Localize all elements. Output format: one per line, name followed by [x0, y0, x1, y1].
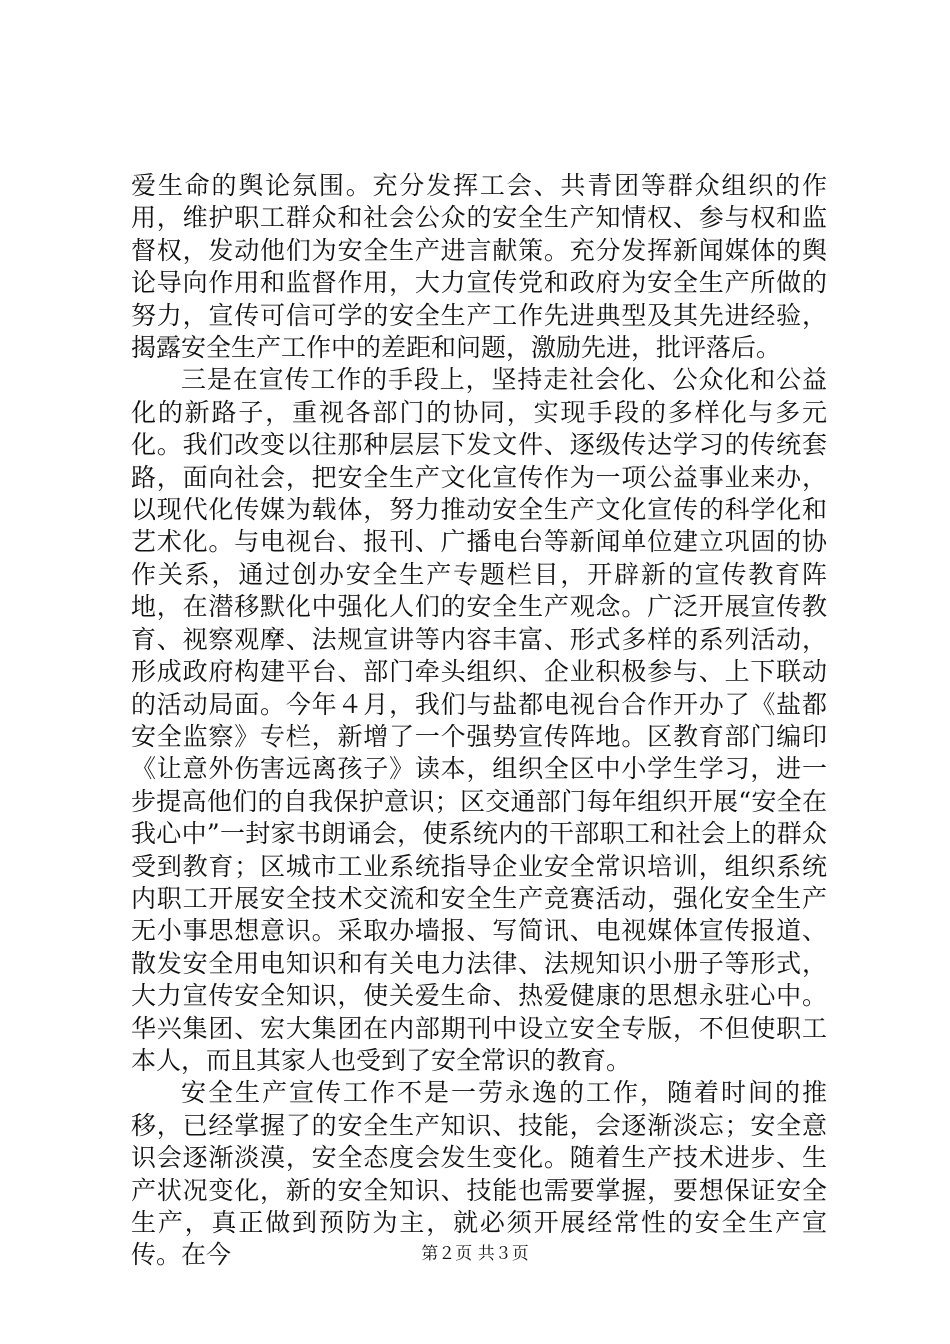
paragraph-publicity-means: 三是在宣传工作的手段上，坚持走社会化、公众化和公益化的新路子，重视各部门的协同，实现手段的多样化与多元化。我们改变以往那种层层下发文件、逐级传达学习的传统套路，面向社会，把安全生产文化宣传作为一项公益事业来办，以现代化传媒为载体，努力推动安全生产文化宣传的科学化和艺术化。与电视台、报刊、广播电台等新闻单位建立巩固的协作关系，通过创办安全生产专题栏目，开辟新的宣传教育阵地，在潜移默化中强化人们的安全生产观念。广泛开展宣传教育、视察观摩、法规宣讲等内容丰富、形式多样的系列活动，形成政府构建平台、部门牵头组织、企业积极参与、上下联动的活动局面。今年４月，我们与盐都电视台合作开办了《盐都安全监察》专栏，新增了一个强势宣传阵地。区教育部门编印《让意外伤害远离孩子》读本，组织全区中小学生学习，进一步提高他们的自我保护意识；区交通部门每年组织开展“安全在我心中”一封家书朗诵会，使系统内的干部职工和社会上的群众受到教育；区城市工业系统指导企业安全常识培训，组织系统内职工开展安全技术交流和安全生产竞赛活动，强化安全生产无小事思想意识。采取办墙报、写简讯、电视媒体宣传报道、散发安全用电知识和有关电力法律、法规知识小册子等形式，大力宣传安全知识，使关爱生命、热爱健康的思想永驻心中。华兴集团、宏大集团在内部期刊中设立安全专版，不但使职工本人，而且其家人也受到了安全常识的教育。 — [131, 365, 827, 1075]
document-body — [131, 170, 827, 1272]
paragraph-continuation: 爱生命的舆论氛围。充分发挥工会、共青团等群众组织的作用，维护职工群众和社会公众的安全生产知情权、参与权和监督权，发动他们为安全生产进言献策。充分发挥新闻媒体的舆论导向作用和监督作用，大力宣传党和政府为安全生产所做的努力，宣传可信可学的安全生产工作先进典型及其先进经验，揭露安全生产工作中的差距和问题，激励先进，批评落后。 — [131, 171, 827, 363]
paragraph-regular-publicity: 安全生产宣传工作不是一劳永逸的工作，随着时间的推移，已经掌握了的安全生产知识、技能，会逐渐淡忘；安全意识会逐渐淡漠，安全态度会发生变化。随着生产技术进步、生产状况变化，新的安全知识、技能也需要掌握，要想保证安全生产，真正做到预防为主，就必须开展经常性的安全生产宣传。在今 — [131, 1078, 827, 1270]
page-footer: 第２页 共３页 — [421, 1244, 529, 1264]
